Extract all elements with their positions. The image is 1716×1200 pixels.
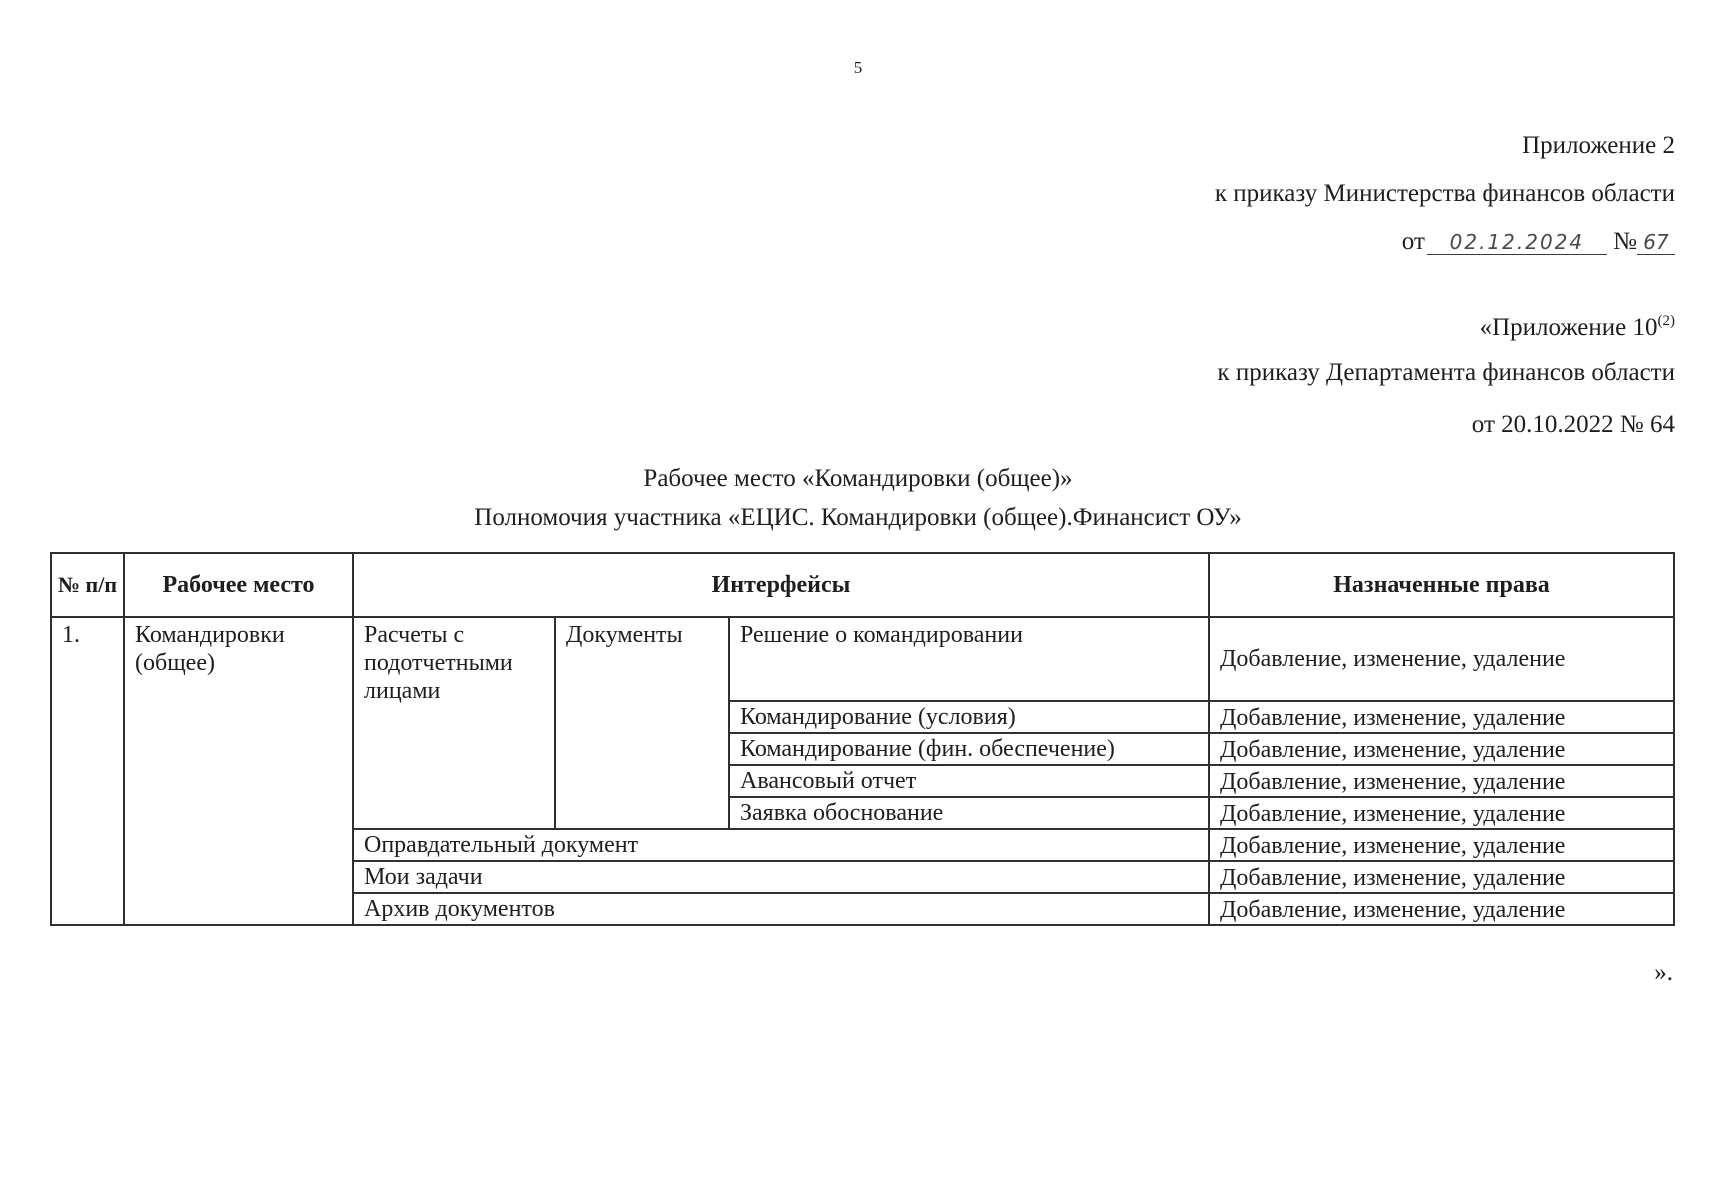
table-header-row — [51, 553, 1674, 617]
assigned-rights: Добавление, изменение, удаление — [1209, 861, 1674, 893]
interface-name: Командирование (фин. обеспечение) — [729, 733, 1209, 765]
handwritten-date: 02.12.2024 — [1427, 230, 1607, 255]
interface-name: Командирование (условия) — [729, 701, 1209, 733]
column-header-num: № п/п — [51, 553, 124, 617]
date-prefix: от — [1401, 228, 1425, 255]
appendix-superscript: (2) — [1657, 313, 1675, 329]
order-reference: к приказу Министерства финансов области — [1214, 180, 1675, 207]
assigned-rights: Добавление, изменение, удаление — [1209, 617, 1674, 701]
column-header-interfaces: Интерфейсы — [353, 553, 1209, 617]
interface-name: Авансовый отчет — [729, 765, 1209, 797]
row-workplace: Командировки (общее) — [124, 617, 353, 925]
authority-title: Полномочия участника «ЕЦИС. Командировки (общее).Финансист ОУ» — [474, 504, 1242, 531]
assigned-rights: Добавление, изменение, удаление — [1209, 701, 1674, 733]
table-row — [51, 617, 1674, 701]
page-number: 5 — [853, 58, 863, 77]
original-appendix-label — [1480, 306, 1675, 343]
column-header-rights: Назначенные права — [1209, 553, 1674, 617]
interface-name: Заявка обоснование — [729, 797, 1209, 829]
assigned-rights: Добавление, изменение, удаление — [1209, 893, 1674, 925]
closing-quote-mark: ». — [1654, 959, 1673, 986]
assigned-rights: Добавление, изменение, удаление — [1209, 733, 1674, 765]
order-date-line — [1402, 227, 1675, 257]
interface-name: Архив документов — [353, 893, 1209, 925]
handwritten-number: 67 — [1637, 230, 1675, 255]
original-appendix-text: «Приложение 10 — [1479, 314, 1658, 341]
number-prefix: № — [1613, 228, 1637, 255]
column-header-workplace: Рабочее место — [124, 553, 353, 617]
interface-name: Мои задачи — [353, 861, 1209, 893]
assigned-rights: Добавление, изменение, удаление — [1209, 797, 1674, 829]
assigned-rights: Добавление, изменение, удаление — [1209, 765, 1674, 797]
workplace-title: Рабочее место «Командировки (общее)» — [643, 465, 1073, 492]
rights-table — [50, 552, 1675, 926]
interface-name: Оправдательный документ — [353, 829, 1209, 861]
row-number: 1. — [51, 617, 124, 925]
interface-subgroup: Документы — [555, 617, 729, 829]
interface-name: Решение о командировании — [729, 617, 1209, 701]
interface-group: Расчеты с подотчетными лицами — [353, 617, 555, 829]
appendix-label: Приложение 2 — [1522, 132, 1675, 159]
original-order-reference: к приказу Департамента финансов области — [1217, 359, 1675, 386]
assigned-rights: Добавление, изменение, удаление — [1209, 829, 1674, 861]
original-order-date-line: от 20.10.2022 № 64 — [1471, 411, 1675, 438]
